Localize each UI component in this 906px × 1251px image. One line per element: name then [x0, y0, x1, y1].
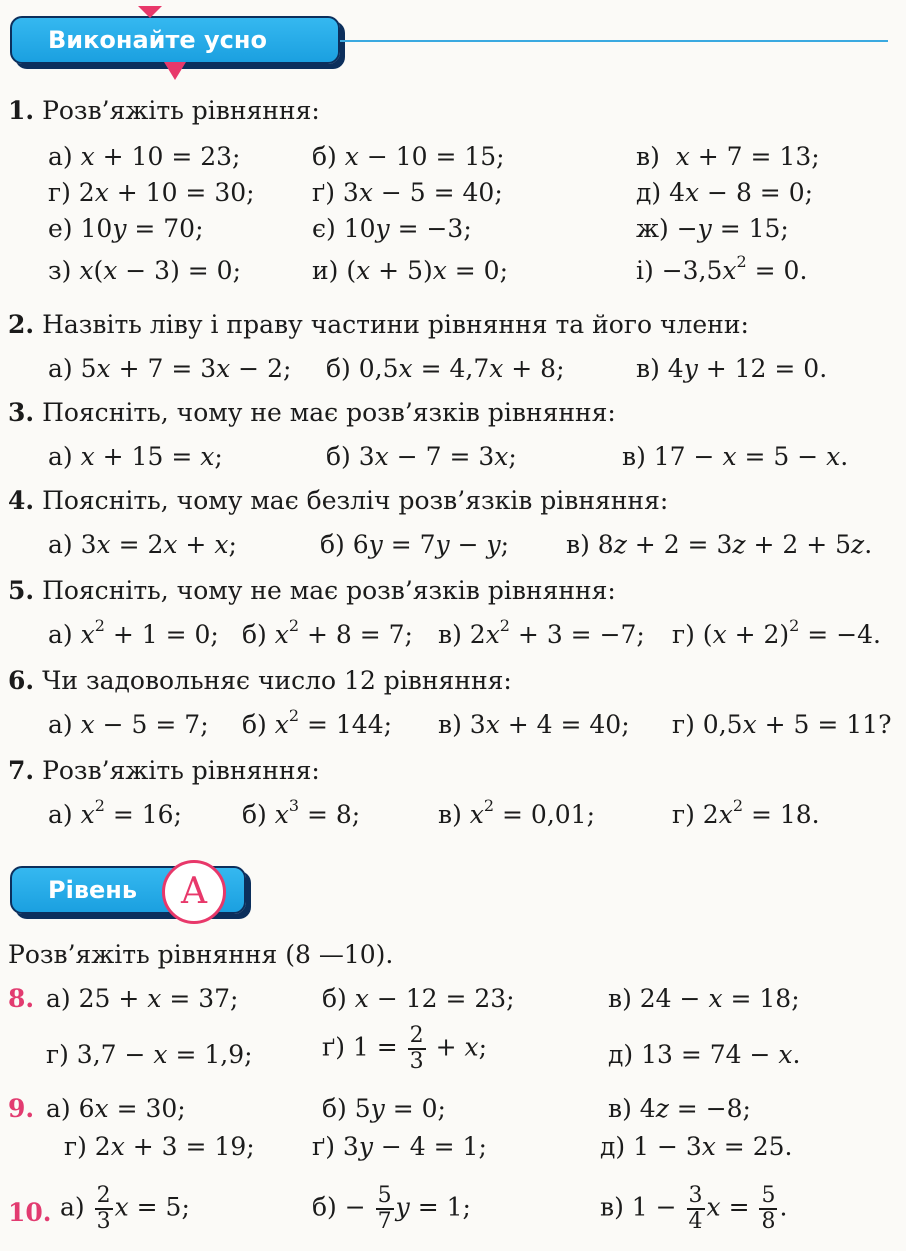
- eq-9b: б) 5y = 0;: [322, 1094, 446, 1123]
- task-4-heading: 4. Поясніть, чому має безліч розв’язків рівняння:: [8, 486, 669, 515]
- eq-4b: б) 6y = 7y − y;: [320, 530, 510, 559]
- header-rule: [340, 40, 888, 42]
- eq-1zh: ж) −y = 15;: [636, 214, 789, 243]
- problem-10-number: 10.: [8, 1198, 52, 1227]
- eq-6g: г) 0,5x + 5 = 11?: [672, 710, 892, 739]
- eq-7g: г) $2x^2 = 18$.: [672, 796, 820, 829]
- eq-8g: г) 3,7 − x = 1,9;: [46, 1040, 253, 1069]
- eq-5b: б) $x^2 + 8 = 7$;: [242, 616, 413, 649]
- eq-10v: в) 1 − $\frac{3}{4}$ x = $\frac{5}{8}$ .: [600, 1183, 788, 1234]
- eq-6a: а) x − 5 = 7;: [48, 710, 209, 739]
- level-letter-circle: А: [162, 860, 226, 924]
- task-5-heading: 5. Поясніть, чому не має розв’язків рівняння:: [8, 576, 616, 605]
- eq-1z: з) x(x − 3) = 0;: [48, 256, 241, 285]
- eq-5v: в) $2x^2 + 3 = -7$;: [438, 616, 645, 649]
- eq-2b: б) 0,5x = 4,7x + 8;: [326, 354, 565, 383]
- eq-1g: г) 2x + 10 = 30;: [48, 178, 255, 207]
- eq-9a: а) 6x = 30;: [46, 1094, 186, 1123]
- ribbon-top-triangle: [138, 6, 162, 18]
- eq-7a: а) $x^2 = 16$;: [48, 796, 182, 829]
- eq-1g2: ґ) 3x − 5 = 40;: [312, 178, 503, 207]
- eq-4v: в) 8z + 2 = 3z + 2 + 5z.: [566, 530, 873, 559]
- task-2-heading: 2. Назвіть ліву і праву частини рівняння та його члени:: [8, 310, 749, 339]
- eq-2v: в) 4y + 12 = 0.: [636, 354, 828, 383]
- oral-section-badge: [10, 16, 340, 64]
- eq-7b: б) $x^3 = 8$;: [242, 796, 361, 829]
- eq-1a: а) x + 10 = 23;: [48, 142, 241, 171]
- oral-section-title: Виконайте усно: [48, 26, 267, 54]
- ribbon-bottom-triangle: [164, 62, 186, 80]
- eq-1v: в) x + 7 = 13;: [636, 142, 820, 171]
- eq-4a: а) 3x = 2x + x;: [48, 530, 237, 559]
- eq-2a: а) 5x + 7 = 3x − 2;: [48, 354, 292, 383]
- eq-8v: в) 24 − x = 18;: [608, 984, 800, 1013]
- eq-10a: а) $\frac{2}{3}$ x = 5;: [60, 1183, 190, 1234]
- eq-5a: а) $x^2 + 1 = 0$;: [48, 616, 219, 649]
- eq-10b: б) − $\frac{5}{7}$ y = 1;: [312, 1183, 471, 1234]
- level-intro: Розв’яжіть рівняння (8 —10).: [8, 940, 394, 969]
- eq-3v: в) 17 − x = 5 − x.: [622, 442, 849, 471]
- task-1-heading: 1. Розв’яжіть рівняння:: [8, 96, 320, 125]
- eq-1e: е) 10y = 70;: [48, 214, 204, 243]
- eq-1d: д) 4x − 8 = 0;: [636, 178, 814, 207]
- eq-7v: в) $x^2 = 0,01$;: [438, 796, 596, 829]
- eq-9d: д) 1 − 3x = 25.: [600, 1132, 793, 1161]
- eq-8b: б) x − 12 = 23;: [322, 984, 515, 1013]
- eq-6b: б) $x^2 = 144$;: [242, 706, 393, 739]
- level-word: Рівень: [48, 876, 138, 904]
- task-7-heading: 7. Розв’яжіть рівняння:: [8, 756, 320, 785]
- eq-5g: г) $(x + 2)^2 = -4$.: [672, 616, 881, 649]
- problem-8-number: 8.: [8, 984, 35, 1013]
- eq-1ye: є) 10y = −3;: [312, 214, 472, 243]
- level-badge: [10, 866, 246, 914]
- eq-3b: б) 3x − 7 = 3x;: [326, 442, 517, 471]
- eq-1b: б) x − 10 = 15;: [312, 142, 505, 171]
- task-6-heading: 6. Чи задовольняє число 12 рівняння:: [8, 666, 512, 695]
- eq-9v: в) 4z = −8;: [608, 1094, 751, 1123]
- eq-9g: г) 2x + 3 = 19;: [64, 1132, 255, 1161]
- eq-3a: а) x + 15 = x;: [48, 442, 223, 471]
- eq-1i: $і) -3,5x^2 = 0$.: [636, 252, 808, 285]
- task-3-heading: 3. Поясніть, чому не має розв’язків рівняння:: [8, 398, 616, 427]
- problem-9-number: 9.: [8, 1094, 35, 1123]
- eq-8a: а) 25 + x = 37;: [46, 984, 239, 1013]
- eq-1y: и) (x + 5)x = 0;: [312, 256, 509, 285]
- eq-8d: д) 13 = 74 − x.: [608, 1040, 801, 1069]
- eq-8g2: ґ) 1 = $\frac{2}{3}$ + x;: [322, 1023, 488, 1074]
- eq-9g2: ґ) 3y − 4 = 1;: [312, 1132, 487, 1161]
- eq-6v: в) 3x + 4 = 40;: [438, 710, 630, 739]
